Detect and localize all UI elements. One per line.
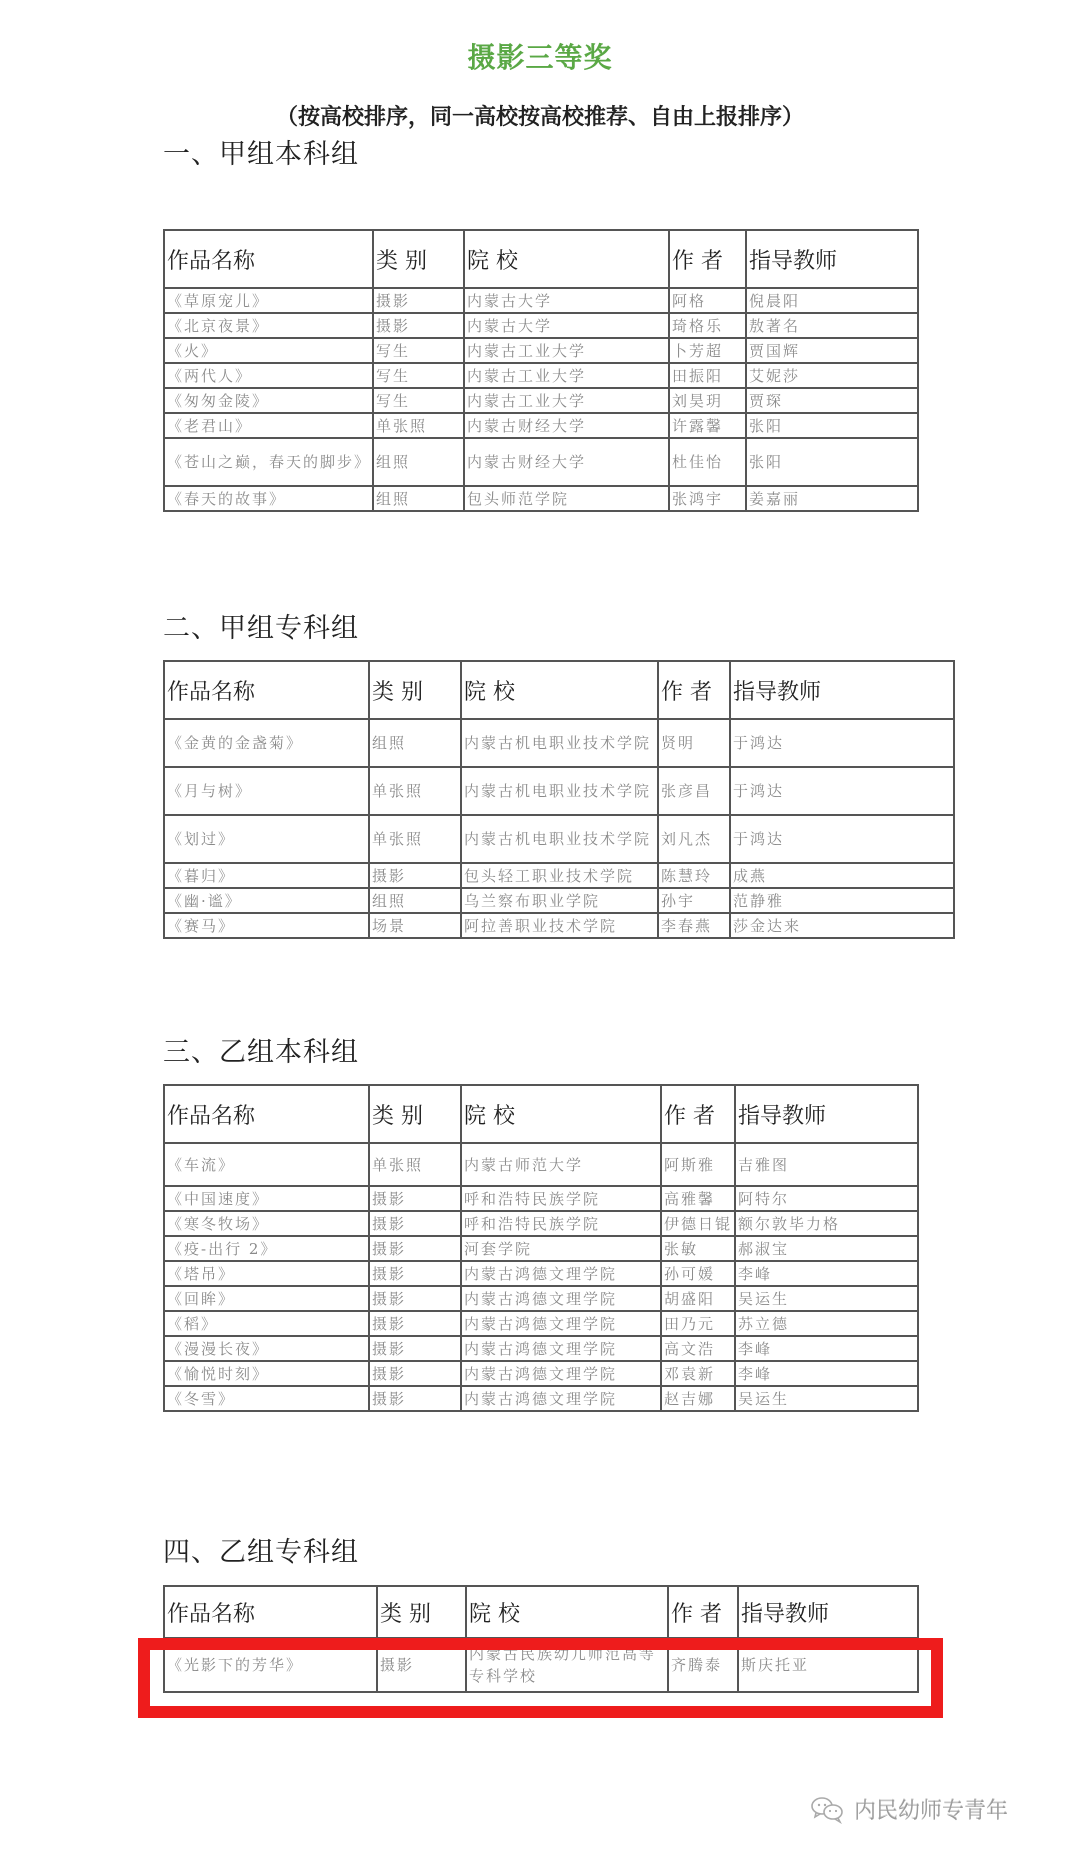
- award-table-3: [163, 1084, 919, 1412]
- table-row: [164, 388, 918, 413]
- award-table-2: [163, 660, 955, 939]
- cell-category: 摄影: [369, 1336, 461, 1361]
- cell-school: 呼和浩特民族学院: [461, 1186, 661, 1211]
- cell-category: 写生: [373, 388, 464, 413]
- cell-author: 高文浩: [661, 1336, 735, 1361]
- header-author: 作 者: [658, 661, 730, 719]
- cell-author: 杜佳怡: [669, 438, 746, 486]
- header-author: 作 者: [661, 1085, 735, 1143]
- header-school: 院 校: [466, 1586, 668, 1638]
- section-heading-2: 二、甲组专科组: [163, 613, 359, 644]
- cell-work-title: 《春天的故事》: [164, 486, 373, 511]
- cell-school: 内蒙古鸿德文理学院: [461, 1361, 661, 1386]
- cell-author: 许露馨: [669, 413, 746, 438]
- cell-category: 摄影: [369, 1186, 461, 1211]
- cell-category: 写生: [373, 338, 464, 363]
- cell-advisor: 范静雅: [730, 888, 954, 913]
- cell-category: 单张照: [369, 815, 461, 863]
- cell-advisor: 于鸿达: [730, 719, 954, 767]
- cell-school: 内蒙古民族幼儿师范高等专科学校: [466, 1638, 668, 1692]
- cell-category: 摄影: [369, 1361, 461, 1386]
- cell-advisor: 于鸿达: [730, 815, 954, 863]
- cell-advisor: 吉雅图: [735, 1143, 918, 1186]
- cell-school: 内蒙古机电职业技术学院: [461, 719, 658, 767]
- wechat-icon: [810, 1796, 846, 1824]
- cell-author: 张彦昌: [658, 767, 730, 815]
- cell-advisor: 莎金达来: [730, 913, 954, 938]
- cell-school: 河套学院: [461, 1236, 661, 1261]
- cell-school: 内蒙古鸿德文理学院: [461, 1386, 661, 1411]
- cell-school: 内蒙古财经大学: [464, 438, 669, 486]
- cell-advisor: 于鸿达: [730, 767, 954, 815]
- cell-school: 内蒙古工业大学: [464, 388, 669, 413]
- table-row: [164, 1186, 918, 1211]
- cell-work-title: 《金黄的金盏菊》: [164, 719, 369, 767]
- cell-work-title: 《火》: [164, 338, 373, 363]
- cell-work-title: 《月与树》: [164, 767, 369, 815]
- cell-advisor: 吴运生: [735, 1386, 918, 1411]
- cell-school: 内蒙古鸿德文理学院: [461, 1336, 661, 1361]
- cell-school: 阿拉善职业技术学院: [461, 913, 658, 938]
- cell-school: 内蒙古财经大学: [464, 413, 669, 438]
- cell-category: 写生: [373, 363, 464, 388]
- cell-category: 摄影: [369, 1286, 461, 1311]
- cell-advisor: 敖著名: [746, 313, 918, 338]
- cell-school: 内蒙古大学: [464, 288, 669, 313]
- cell-work-title: 《冬雪》: [164, 1386, 369, 1411]
- cell-school: 内蒙古机电职业技术学院: [461, 767, 658, 815]
- cell-school: 乌兰察布职业学院: [461, 888, 658, 913]
- cell-advisor: 倪晨阳: [746, 288, 918, 313]
- cell-work-title: 《车流》: [164, 1143, 369, 1186]
- cell-author: 卜芳超: [669, 338, 746, 363]
- table-header-row: [164, 1085, 918, 1143]
- cell-advisor: 李峰: [735, 1336, 918, 1361]
- cell-school: 包头师范学院: [464, 486, 669, 511]
- cell-advisor: 吴运生: [735, 1286, 918, 1311]
- cell-author: 张鸿宇: [669, 486, 746, 511]
- cell-school: 包头轻工职业技术学院: [461, 863, 658, 888]
- cell-author: 贤明: [658, 719, 730, 767]
- cell-work-title: 《幽·谧》: [164, 888, 369, 913]
- table-row: [164, 767, 954, 815]
- cell-category: 场景: [369, 913, 461, 938]
- cell-category: 摄影: [369, 1311, 461, 1336]
- header-category: 类 别: [373, 230, 464, 288]
- header-school: 院 校: [464, 230, 669, 288]
- cell-author: 李春燕: [658, 913, 730, 938]
- cell-advisor: 姜嘉丽: [746, 486, 918, 511]
- watermark-label: 内民幼师专青年: [854, 1799, 1009, 1824]
- header-work-title: 作品名称: [164, 661, 369, 719]
- header-category: 类 别: [377, 1586, 466, 1638]
- cell-category: 摄影: [373, 313, 464, 338]
- cell-author: 伊德日锟: [661, 1211, 735, 1236]
- highlighted-table-row: [164, 1638, 918, 1692]
- cell-author: 陈慧玲: [658, 863, 730, 888]
- table-row: [164, 719, 954, 767]
- cell-category: 单张照: [369, 1143, 461, 1186]
- cell-author: 孙宇: [658, 888, 730, 913]
- cell-category: 摄影: [369, 1236, 461, 1261]
- table-row: [164, 338, 918, 363]
- cell-author: 琦格乐: [669, 313, 746, 338]
- cell-category: 摄影: [369, 863, 461, 888]
- cell-school: 内蒙古工业大学: [464, 338, 669, 363]
- cell-school: 内蒙古师范大学: [461, 1143, 661, 1186]
- cell-work-title: 《回眸》: [164, 1286, 369, 1311]
- cell-school: 内蒙古工业大学: [464, 363, 669, 388]
- table-row: [164, 1311, 918, 1336]
- table-row: [164, 1336, 918, 1361]
- header-category: 类 别: [369, 1085, 461, 1143]
- table-row: [164, 1211, 918, 1236]
- cell-school: 内蒙古鸿德文理学院: [461, 1286, 661, 1311]
- cell-school: 内蒙古鸿德文理学院: [461, 1261, 661, 1286]
- cell-school: 内蒙古鸿德文理学院: [461, 1311, 661, 1336]
- cell-school: 呼和浩特民族学院: [461, 1211, 661, 1236]
- cell-work-title: 《苍山之巅，春天的脚步》: [164, 438, 373, 486]
- cell-advisor: 苏立德: [735, 1311, 918, 1336]
- header-work-title: 作品名称: [164, 1085, 369, 1143]
- table-row: [164, 1286, 918, 1311]
- cell-work-title: 《中国速度》: [164, 1186, 369, 1211]
- header-author: 作 者: [669, 230, 746, 288]
- table-header-row: [164, 661, 954, 719]
- cell-work-title: 《北京夜景》: [164, 313, 373, 338]
- table-row: [164, 815, 954, 863]
- cell-advisor: 张阳: [746, 438, 918, 486]
- cell-work-title: 《寒冬牧场》: [164, 1211, 369, 1236]
- cell-category: 单张照: [373, 413, 464, 438]
- header-advisor: 指导教师: [730, 661, 954, 719]
- table-header-row: [164, 1586, 918, 1638]
- cell-work-title: 《匆匆金陵》: [164, 388, 373, 413]
- cell-work-title: 《老君山》: [164, 413, 373, 438]
- header-category: 类 别: [369, 661, 461, 719]
- cell-work-title: 《赛马》: [164, 913, 369, 938]
- cell-advisor: 成燕: [730, 863, 954, 888]
- cell-category: 组照: [369, 719, 461, 767]
- cell-advisor: 贾国辉: [746, 338, 918, 363]
- cell-author: 阿格: [669, 288, 746, 313]
- table-row: [164, 863, 954, 888]
- cell-author: 赵吉娜: [661, 1386, 735, 1411]
- header-work-title: 作品名称: [164, 230, 373, 288]
- cell-category: 摄影: [369, 1386, 461, 1411]
- cell-category: 摄影: [377, 1638, 466, 1692]
- cell-advisor: 阿特尔: [735, 1186, 918, 1211]
- table-row: [164, 288, 918, 313]
- table-row: [164, 888, 954, 913]
- table-row: [164, 1386, 918, 1411]
- cell-author: 齐腾泰: [668, 1638, 738, 1692]
- cell-advisor: 额尔敦毕力格: [735, 1211, 918, 1236]
- table-row: [164, 413, 918, 438]
- cell-advisor: 李峰: [735, 1261, 918, 1286]
- cell-author: 阿斯雅: [661, 1143, 735, 1186]
- cell-work-title: 《划过》: [164, 815, 369, 863]
- cell-work-title: 《光影下的芳华》: [164, 1638, 377, 1692]
- award-table-1: [163, 229, 919, 512]
- cell-work-title: 《草原宠儿》: [164, 288, 373, 313]
- cell-category: 组照: [373, 486, 464, 511]
- cell-category: 摄影: [369, 1211, 461, 1236]
- document-title: 摄影三等奖: [467, 41, 613, 74]
- header-school: 院 校: [461, 661, 658, 719]
- cell-category: 摄影: [373, 288, 464, 313]
- section-heading-3: 三、乙组本科组: [163, 1037, 359, 1068]
- table-row: [164, 486, 918, 511]
- cell-advisor: 张阳: [746, 413, 918, 438]
- cell-work-title: 《暮归》: [164, 863, 369, 888]
- cell-advisor: 艾妮莎: [746, 363, 918, 388]
- table-row: [164, 1361, 918, 1386]
- table-header-row: [164, 230, 918, 288]
- cell-advisor: 李峰: [735, 1361, 918, 1386]
- table-row: [164, 438, 918, 486]
- table-row: [164, 1261, 918, 1286]
- cell-category: 单张照: [369, 767, 461, 815]
- cell-work-title: 《稻》: [164, 1311, 369, 1336]
- document-subtitle: （按高校排序，同一高校按高校推荐、自由上报排序）: [275, 104, 804, 130]
- cell-advisor: 斯庆托亚: [738, 1638, 918, 1692]
- cell-work-title: 《两代人》: [164, 363, 373, 388]
- section-heading-4: 四、乙组专科组: [163, 1537, 359, 1568]
- header-school: 院 校: [461, 1085, 661, 1143]
- cell-author: 田乃元: [661, 1311, 735, 1336]
- cell-author: 刘昊玥: [669, 388, 746, 413]
- cell-school: 内蒙古大学: [464, 313, 669, 338]
- header-advisor: 指导教师: [746, 230, 918, 288]
- header-advisor: 指导教师: [738, 1586, 918, 1638]
- cell-category: 组照: [369, 888, 461, 913]
- cell-school: 内蒙古机电职业技术学院: [461, 815, 658, 863]
- table-row: [164, 313, 918, 338]
- award-table-4: [163, 1585, 919, 1693]
- cell-author: 刘凡杰: [658, 815, 730, 863]
- cell-category: 摄影: [369, 1261, 461, 1286]
- watermark: [810, 1794, 1008, 1825]
- header-advisor: 指导教师: [735, 1085, 918, 1143]
- table-row: [164, 1236, 918, 1261]
- table-row: [164, 1143, 918, 1186]
- header-work-title: 作品名称: [164, 1586, 377, 1638]
- cell-author: 张敏: [661, 1236, 735, 1261]
- cell-advisor: 郝淑宝: [735, 1236, 918, 1261]
- cell-advisor: 贾琛: [746, 388, 918, 413]
- cell-author: 高雅馨: [661, 1186, 735, 1211]
- cell-author: 田振阳: [669, 363, 746, 388]
- cell-author: 胡盛阳: [661, 1286, 735, 1311]
- table-row: [164, 913, 954, 938]
- cell-category: 组照: [373, 438, 464, 486]
- cell-work-title: 《疫-出行 2》: [164, 1236, 369, 1261]
- cell-author: 邓袁新: [661, 1361, 735, 1386]
- section-heading-1: 一、甲组本科组: [163, 139, 359, 170]
- cell-author: 孙可媛: [661, 1261, 735, 1286]
- cell-work-title: 《塔吊》: [164, 1261, 369, 1286]
- header-author: 作 者: [668, 1586, 738, 1638]
- table-row: [164, 363, 918, 388]
- cell-work-title: 《愉悦时刻》: [164, 1361, 369, 1386]
- cell-work-title: 《漫漫长夜》: [164, 1336, 369, 1361]
